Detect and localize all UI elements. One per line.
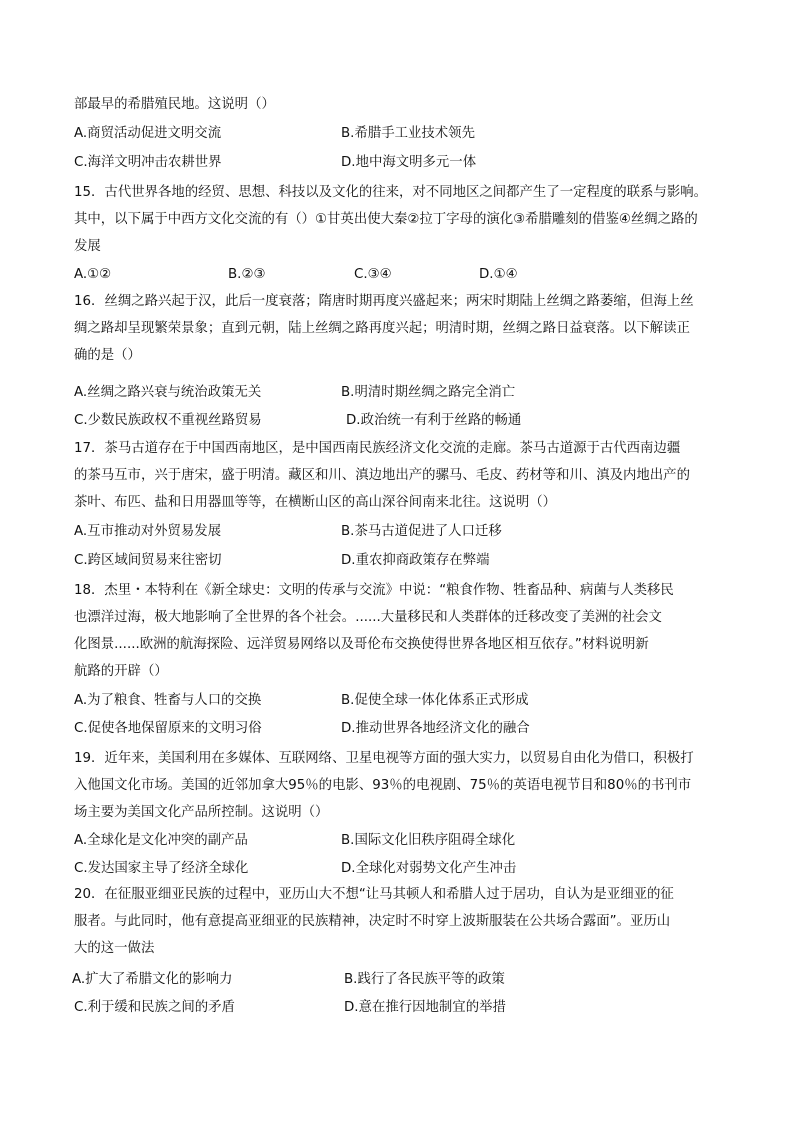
question-19-line-3: 场主要为美国文化产品所控制。这说明（） [74,805,329,820]
option-d: D.重农抑商政策存在弊端 [341,553,490,568]
question-20-line-3: 大的这一做法 [74,941,155,956]
option-d: D.全球化对弱势文化产生冲击 [341,861,517,876]
question-14-tail: 部最早的希腊殖民地。这说明（） [74,97,275,112]
option-d: D.意在推行因地制宜的举措 [344,1000,506,1015]
option-c: C.少数民族政权不重视丝路贸易 [74,413,262,428]
question-18-line-4: 航路的开辟（） [74,664,168,679]
option-a: A.互市推动对外贸易发展 [74,524,222,539]
question-16-line-2: 绸之路却呈现繁荣景象；直到元朝，陆上丝绸之路再度兴起；明清时期，丝绸之路日益衰落。以下解读正 [74,321,690,336]
question-17-line-2: 的茶马互市，兴于唐宋，盛于明清。藏区和川、滇边地出产的骡马、毛皮、药材等和川、滇及内地出产的 [74,468,690,483]
option-b: B.践行了各民族平等的政策 [344,972,505,987]
option-c: C.跨区域间贸易来往密切 [74,553,222,568]
option-b: B.国际文化旧秩序阻碍全球化 [341,833,516,848]
option-d: D.地中海文明多元一体 [341,155,477,170]
question-19-line-1: 19．近年来，美国利用在多媒体、互联网络、卫星电视等方面的强大实力，以贸易自由化为借口，积极打 [74,751,694,766]
question-18-line-1: 18．杰里・本特利在《新全球史：文明的传承与交流》中说：“粮食作物、牲畜品种、病菌与人类移民 [74,583,674,598]
question-19-line-2: 入他国文化市场。美国的近邻加拿大95％的电影、93％的电视剧、75％的英语电视节目和80％的书刊市 [74,778,692,793]
option-d: D.政治统一有利于丝路的畅通 [346,413,522,428]
option-b: B.希腊手工业技术领先 [341,126,475,141]
option-b: B.明清时期丝绸之路完全消亡 [341,385,516,400]
option-a: A.为了粮食、牲畜与人口的交换 [74,693,262,708]
option-d: D.①④ [479,267,518,282]
question-15-line-3: 发展 [74,239,101,254]
question-15-line-1: 15．古代世界各地的经贸、思想、科技以及文化的往来，对不同地区之间都产生了一定程度的联系与影响。 [74,185,708,200]
option-b: B.促使全球一体化体系正式形成 [341,693,529,708]
option-a: A.丝绸之路兴衰与统治政策无关 [74,385,262,400]
option-d: D.推动世界各地经济文化的融合 [341,721,530,736]
option-c: C.促使各地保留原来的文明习俗 [74,721,262,736]
option-c: C.海洋文明冲击农耕世界 [74,155,222,170]
option-c: C.发达国家主导了经济全球化 [74,861,249,876]
question-16-line-1: 16．丝绸之路兴起于汉，此后一度衰落；隋唐时期再度兴盛起来；两宋时期陆上丝绸之路萎缩，但海上丝 [74,294,694,309]
question-20-line-1: 20．在征服亚细亚民族的过程中，亚历山大不想“让马其顿人和希腊人过于居功，自认为是亚细亚的征 [74,887,674,902]
option-a: A.扩大了希腊文化的影响力 [72,972,233,987]
option-c: C.利于缓和民族之间的矛盾 [74,1000,235,1015]
option-c: C.③④ [354,267,392,282]
option-a: A.商贸活动促进文明交流 [74,126,222,141]
option-a: A.①② [74,267,112,282]
question-18-line-2: 也漂洋过海，极大地影响了全世界的各个社会。......大量移民和人类群体的迁移改变了美洲的社会文 [74,610,662,625]
question-17-line-3: 茶叶、布匹、盐和日用器皿等等，在横断山区的高山深谷间南来北往。这说明（） [74,495,557,510]
question-16-line-3: 确的是（） [74,348,141,363]
option-a: A.全球化是文化冲突的副产品 [74,833,248,848]
question-15-line-2: 其中，以下属于中西方文化交流的有（）①甘英出使大秦②拉丁字母的演化③希腊雕刻的借鉴④丝绸之路的 [74,212,698,227]
option-b: B.茶马古道促进了人口迁移 [341,524,502,539]
option-b: B.②③ [228,267,266,282]
question-17-line-1: 17．茶马古道存在于中国西南地区，是中国西南民族经济文化交流的走廊。茶马古道源于古代西南边疆 [74,441,681,456]
question-20-line-2: 服者。与此同时，他有意提高亚细亚的民族精神，决定时不时穿上波斯服装在公共场合露面”。亚历山 [74,914,671,929]
question-18-line-3: 化图景......欧洲的航海探险、远洋贸易网络以及哥伦布交换使得世界各地区相互依存。”材料说明新 [74,637,649,652]
